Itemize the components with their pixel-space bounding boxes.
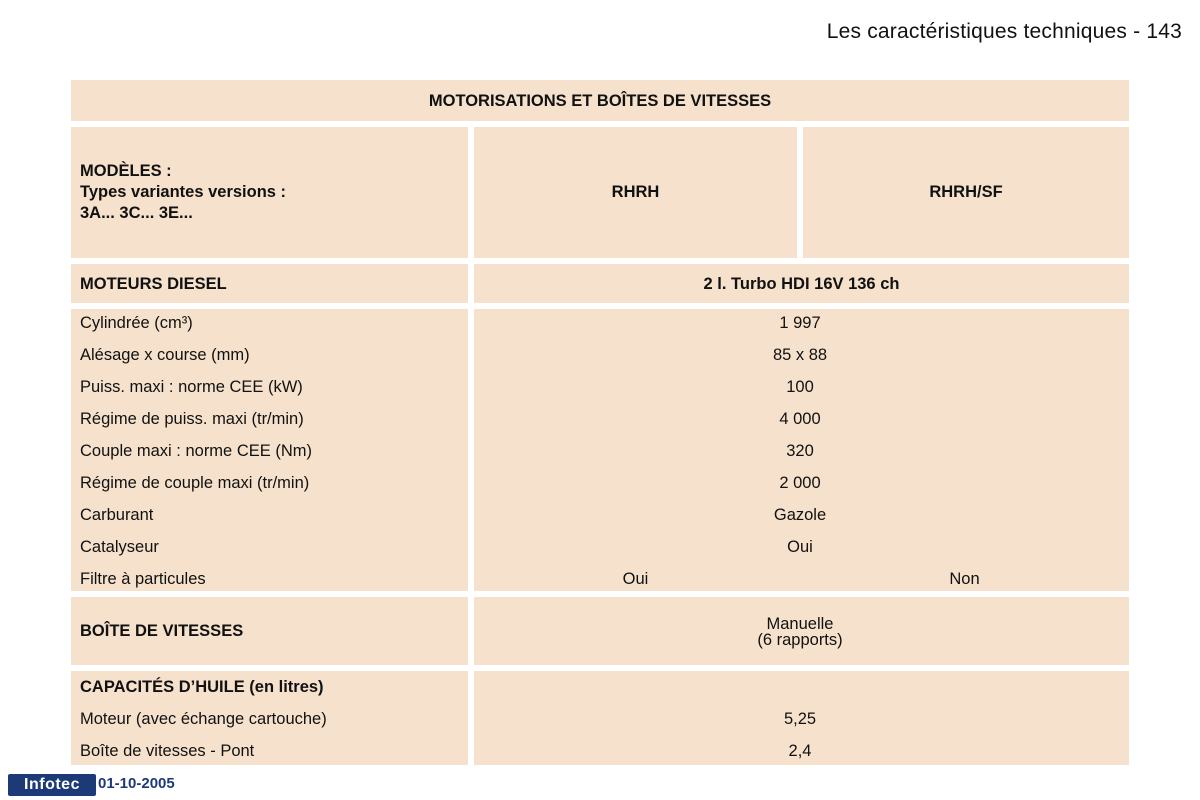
filter-label: Filtre à particules <box>80 570 206 588</box>
spec-value: 100 <box>786 378 814 396</box>
spec-value: Gazole <box>773 506 827 524</box>
engine-value: 2 l. Turbo HDI 16V 136 ch <box>703 275 900 293</box>
model-column-cell <box>474 127 797 258</box>
oil-label: Moteur (avec échange cartouche) <box>80 710 327 728</box>
spec-value: 1 997 <box>779 314 821 332</box>
table-title: MOTORISATIONS ET BOÎTES DE VITESSES <box>428 92 772 110</box>
footer-date: 01-10-2005 <box>98 775 175 792</box>
engine-label: MOTEURS DIESEL <box>80 275 227 293</box>
filter-value-rhrh: Oui <box>622 570 649 588</box>
spec-label: Catalyseur <box>80 538 159 556</box>
gearbox-label-cell <box>71 597 468 665</box>
table-title-cell <box>71 80 1129 121</box>
spec-label: Régime de couple maxi (tr/min) <box>80 474 310 492</box>
spec-value: 320 <box>786 442 814 460</box>
spec-label: Couple maxi : norme CEE (Nm) <box>80 442 312 460</box>
spec-value: 4 000 <box>779 410 821 428</box>
engine-value-cell <box>474 264 1129 303</box>
spec-value: 2 000 <box>779 474 821 492</box>
models-label-line: Types variantes versions : <box>80 183 287 201</box>
spec-label: Alésage x course (mm) <box>80 346 250 364</box>
spec-label: Cylindrée (cm³) <box>80 314 193 332</box>
oil-value: 2,4 <box>788 742 812 760</box>
models-label-cell <box>71 127 468 258</box>
gearbox-value-line: Manuelle <box>766 615 834 633</box>
spec-label: Puiss. maxi : norme CEE (kW) <box>80 378 303 396</box>
engine-label-cell <box>71 264 468 303</box>
infotec-logo: Infotec <box>8 774 96 796</box>
model-column-label: RHRH <box>611 183 660 201</box>
spec-value: 85 x 88 <box>772 346 828 364</box>
gearbox-value-cell <box>474 597 1129 665</box>
model-column-cell <box>803 127 1129 258</box>
models-label-line: MODÈLES : <box>80 162 172 180</box>
filter-value-rhrh-sf: Non <box>949 570 980 588</box>
models-label-line: 3A... 3C... 3E... <box>80 204 193 222</box>
gearbox-value-line: (6 rapports) <box>757 631 843 649</box>
model-column-label: RHRH/SF <box>929 183 1003 201</box>
page-title: Les caractéristiques techniques - 143 <box>826 20 1182 43</box>
spec-value: Oui <box>787 538 813 556</box>
oil-section-label: CAPACITÉS D’HUILE (en litres) <box>80 678 324 696</box>
spec-label: Carburant <box>80 506 154 524</box>
oil-value: 5,25 <box>783 710 817 728</box>
oil-label: Boîte de vitesses - Pont <box>80 742 255 760</box>
gearbox-label: BOÎTE DE VITESSES <box>80 622 244 640</box>
spec-label: Régime de puiss. maxi (tr/min) <box>80 410 304 428</box>
